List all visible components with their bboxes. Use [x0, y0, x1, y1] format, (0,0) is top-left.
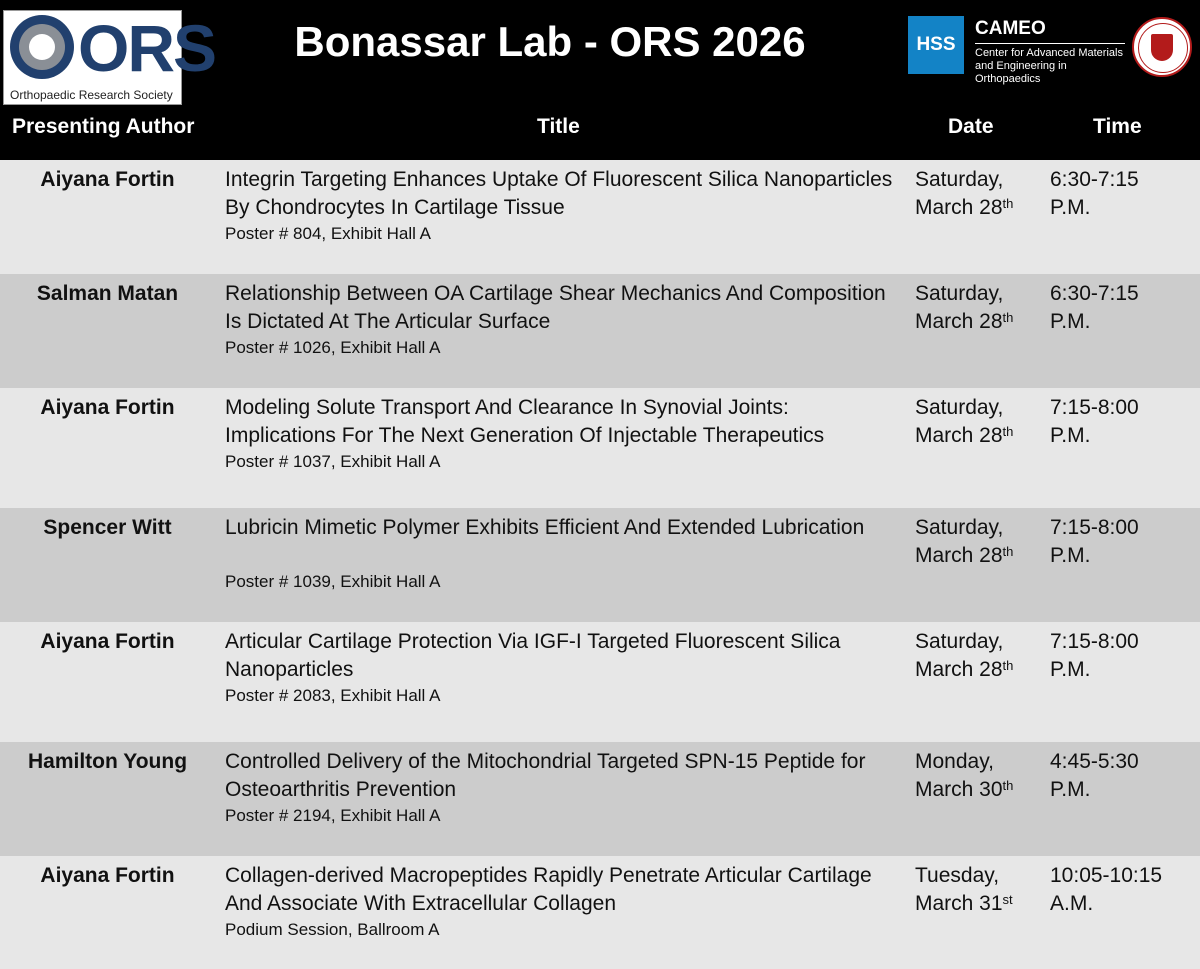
- presenting-author: Aiyana Fortin: [40, 864, 175, 887]
- date-suffix: th: [1002, 424, 1014, 439]
- presentation-location: Poster # 1039, Exhibit Hall A: [225, 572, 441, 591]
- time-period: P.M.: [1050, 544, 1091, 567]
- date-suffix: th: [1002, 196, 1014, 211]
- date-month-day: March 28: [915, 544, 1003, 567]
- presentation-date: [915, 748, 1045, 804]
- time-period: P.M.: [1050, 310, 1091, 333]
- presentation-location: Poster # 1026, Exhibit Hall A: [225, 338, 441, 357]
- table-row: [0, 274, 1200, 388]
- presentation-location: Poster # 2194, Exhibit Hall A: [225, 806, 441, 825]
- presentation-location: Poster # 1037, Exhibit Hall A: [225, 452, 441, 471]
- date-suffix: th: [1002, 310, 1014, 325]
- time-range: 7:15-8:00: [1050, 516, 1139, 539]
- column-header-author: Presenting Author: [12, 115, 195, 138]
- page-title: Bonassar Lab - ORS 2026: [294, 18, 806, 65]
- ors-logo-text: ORS: [78, 11, 216, 85]
- cornell-seal-icon: [1132, 17, 1192, 77]
- ors-logo: [3, 10, 216, 105]
- column-header-time: Time: [1093, 115, 1142, 138]
- time-period: P.M.: [1050, 778, 1091, 801]
- date-month-day: March 28: [915, 424, 1003, 447]
- table-row: [0, 388, 1200, 508]
- presentation-title: Collagen-derived Macropeptides Rapidly Penetrate Articular Cartilage And Associate With Extracellular Collagen: [225, 864, 872, 915]
- date-month-day: March 31: [915, 892, 1003, 915]
- presentation-date: [915, 166, 1045, 222]
- presentation-date: [915, 628, 1045, 684]
- date-suffix: th: [1002, 658, 1014, 673]
- date-day: Monday,: [915, 750, 994, 773]
- presentation-title: Modeling Solute Transport And Clearance In Synovial Joints: Implications For The Next Generation Of Injectable Therapeutics: [225, 396, 825, 447]
- table-row: [0, 622, 1200, 742]
- date-month-day: March 28: [915, 658, 1003, 681]
- time-range: 4:45-5:30: [1050, 750, 1139, 773]
- presentation-title: Integrin Targeting Enhances Uptake Of Fluorescent Silica Nanoparticles By Chondrocytes In Cartilage Tissue: [225, 168, 893, 219]
- time-period: P.M.: [1050, 424, 1091, 447]
- presentation-time: [1050, 862, 1195, 918]
- date-day: Saturday,: [915, 630, 1004, 653]
- presentation-location: Podium Session, Ballroom A: [225, 920, 440, 939]
- presentation-location: Poster # 804, Exhibit Hall A: [225, 224, 432, 243]
- date-day: Saturday,: [915, 168, 1004, 191]
- presentation-date: [915, 514, 1045, 570]
- presentation-time: [1050, 748, 1195, 804]
- date-month-day: March 30: [915, 778, 1003, 801]
- time-range: 10:05-10:15: [1050, 864, 1163, 887]
- date-day: Saturday,: [915, 396, 1004, 419]
- presentation-time: [1050, 166, 1195, 222]
- presenting-author: Spencer Witt: [43, 516, 172, 539]
- presentation-time: [1050, 280, 1195, 336]
- presentation-time: [1050, 628, 1195, 684]
- presenting-author: Aiyana Fortin: [40, 168, 175, 191]
- time-period: P.M.: [1050, 658, 1091, 681]
- column-header-date: Date: [948, 115, 994, 138]
- date-day: Tuesday,: [915, 864, 1000, 887]
- ors-ring-icon: [10, 15, 74, 79]
- presenting-author: Aiyana Fortin: [40, 396, 175, 419]
- presenting-author: Hamilton Young: [27, 750, 188, 773]
- time-range: 7:15-8:00: [1050, 396, 1139, 419]
- table-row: [0, 160, 1200, 274]
- presentation-title: Lubricin Mimetic Polymer Exhibits Efficient And Extended Lubrication: [225, 516, 865, 539]
- column-header-title: Title: [537, 115, 580, 138]
- time-period: P.M.: [1050, 196, 1091, 219]
- presentation-date: [915, 394, 1045, 450]
- presentation-date: [915, 862, 1045, 918]
- cameo-divider: [975, 43, 1125, 44]
- cameo-title: CAMEO: [975, 18, 1046, 39]
- table-row: [0, 856, 1200, 969]
- presenting-author: Salman Matan: [36, 282, 179, 305]
- cameo-subtitle: Center for Advanced Materials and Engineering in Orthopaedics: [975, 47, 1123, 85]
- presentation-title: Controlled Delivery of the Mitochondrial Targeted SPN-15 Peptide for Osteoarthritis Prevention: [225, 750, 866, 801]
- time-period: A.M.: [1050, 892, 1094, 915]
- presentation-title: Articular Cartilage Protection Via IGF-I Targeted Fluorescent Silica Nanoparticles: [225, 630, 841, 681]
- presentation-location: Poster # 2083, Exhibit Hall A: [225, 686, 441, 705]
- date-day: Saturday,: [915, 282, 1004, 305]
- presentation-time: [1050, 394, 1195, 450]
- date-suffix: th: [1002, 544, 1014, 559]
- date-month-day: March 28: [915, 196, 1003, 219]
- presenting-author: Aiyana Fortin: [40, 630, 175, 653]
- seal-shield-icon: [1151, 34, 1173, 61]
- presentation-date: [915, 280, 1045, 336]
- ors-logo-subtitle: Orthopaedic Research Society: [10, 88, 173, 102]
- time-range: 6:30-7:15: [1050, 168, 1139, 191]
- date-day: Saturday,: [915, 516, 1004, 539]
- table-row: [0, 508, 1200, 622]
- time-range: 6:30-7:15: [1050, 282, 1139, 305]
- hss-logo: HSS: [908, 16, 964, 74]
- presentation-title: Relationship Between OA Cartilage Shear Mechanics And Composition Is Dictated At The Articular Surface: [225, 282, 886, 333]
- header-bar: [0, 0, 1200, 160]
- table-row: [0, 742, 1200, 856]
- date-month-day: March 28: [915, 310, 1003, 333]
- time-range: 7:15-8:00: [1050, 630, 1139, 653]
- presentation-time: [1050, 514, 1195, 570]
- date-suffix: st: [1002, 892, 1013, 907]
- date-suffix: th: [1002, 778, 1014, 793]
